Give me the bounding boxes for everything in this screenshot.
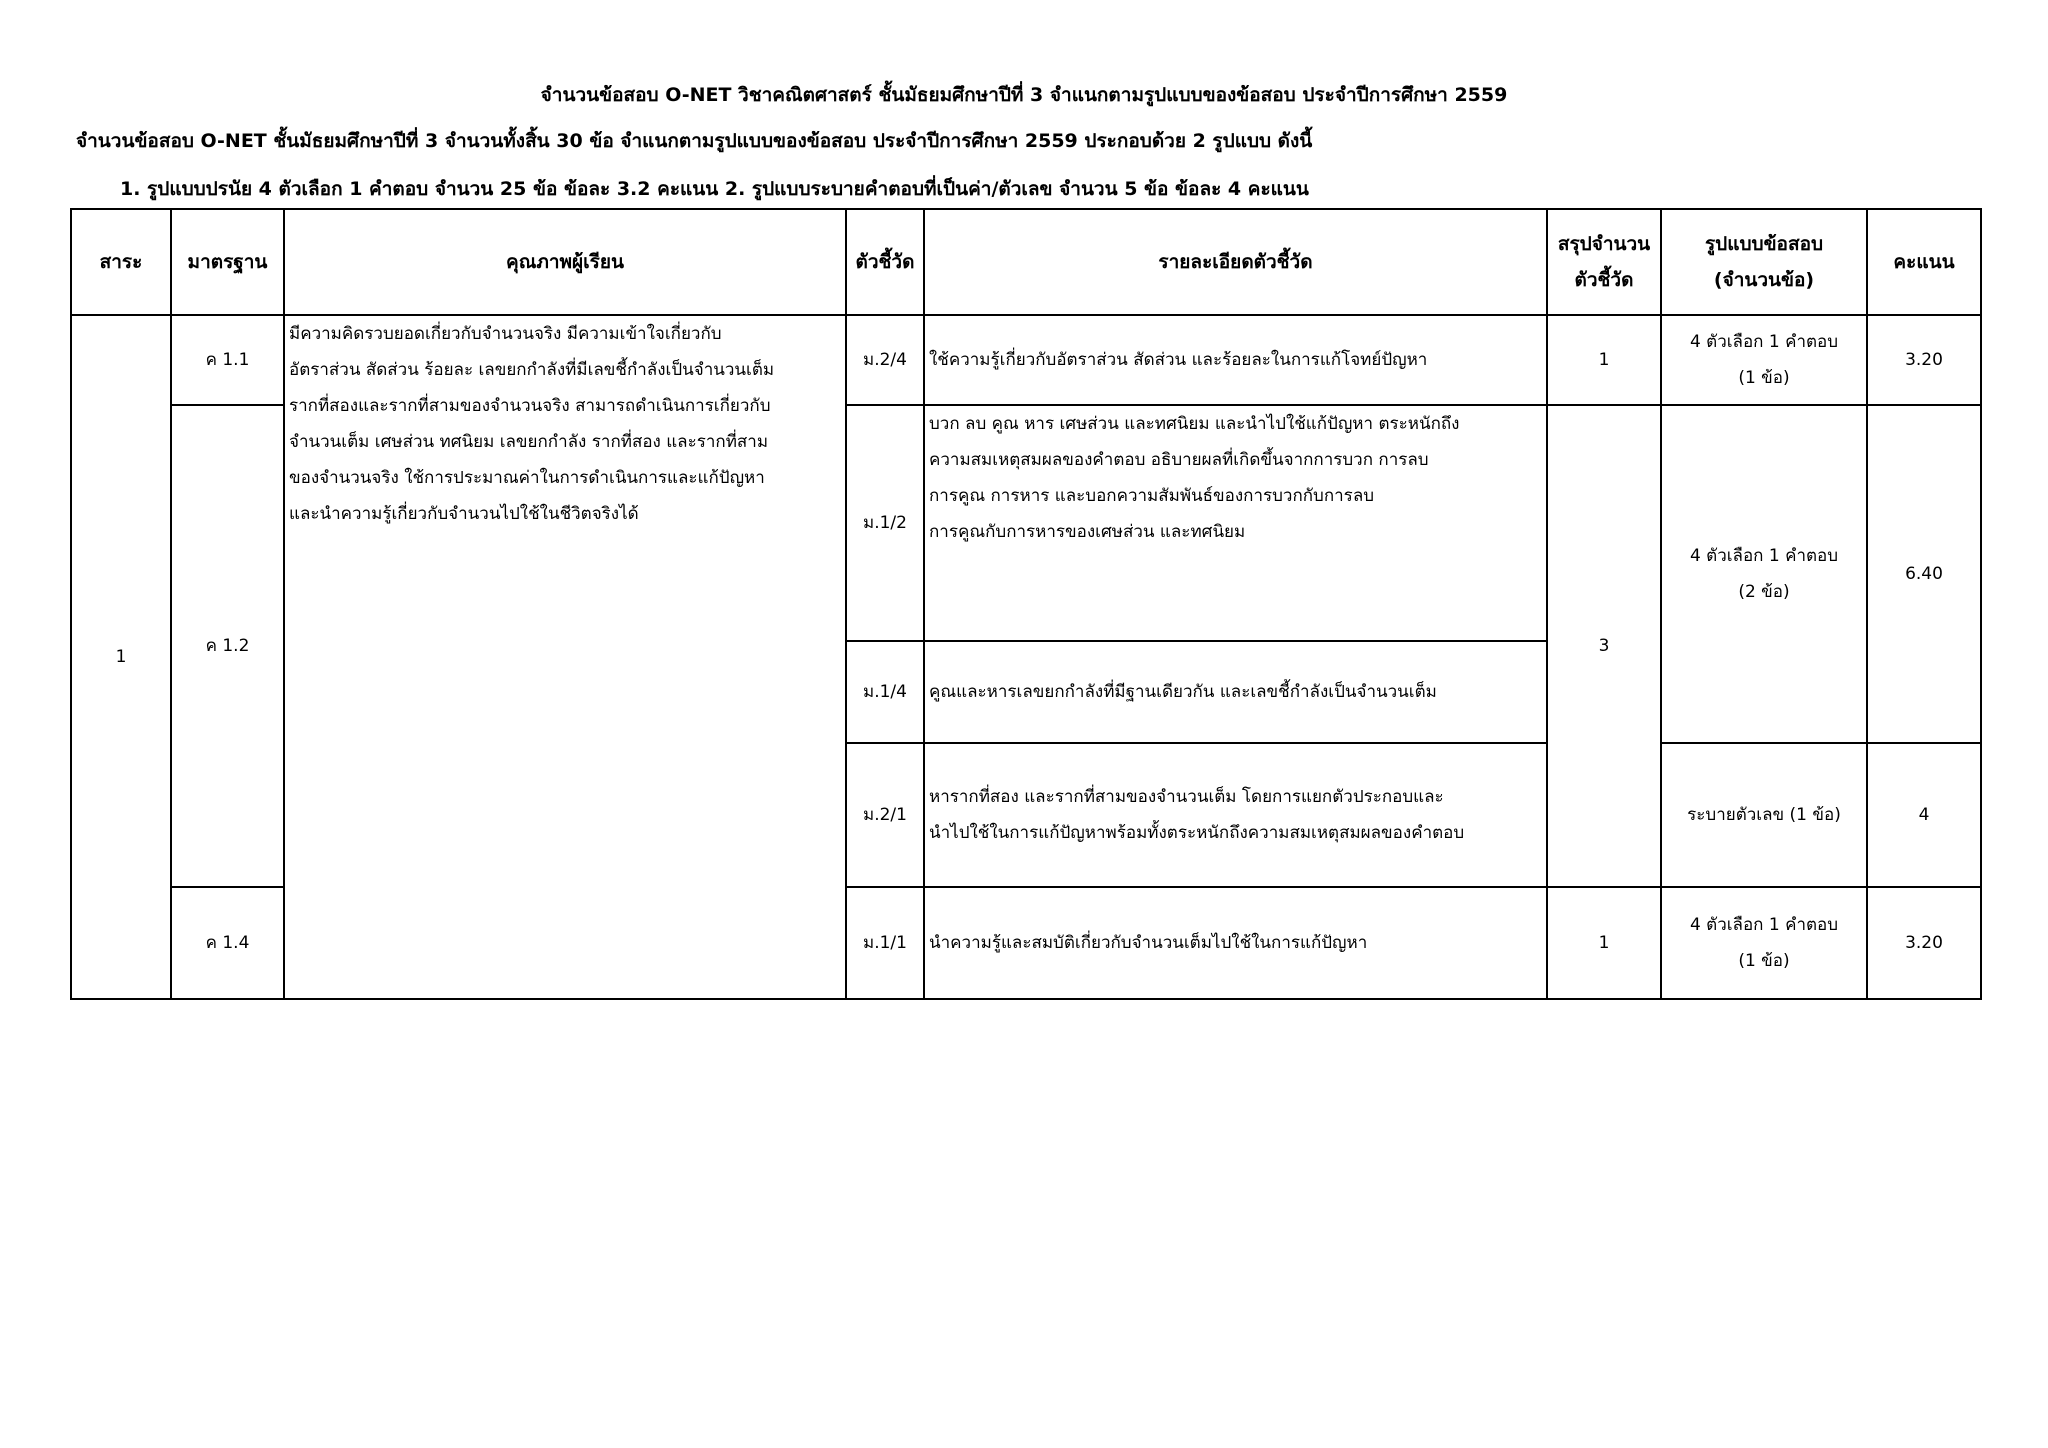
format-cell: 4 ตัวเลือก 1 คำตอบ (2 ข้อ) [1661,405,1867,743]
standard-cell: ค 1.2 [171,405,284,887]
summary-cell: 1 [1547,315,1661,405]
detail-cell: นำความรู้และสมบัติเกี่ยวกับจำนวนเต็มไปใช้ในการแก้ปัญหา [924,887,1547,999]
header-row [71,209,1981,315]
header-indicator: ตัวชี้วัด [846,209,924,315]
document-title: จำนวนข้อสอบ O-NET วิชาคณิตศาสตร์ ชั้นมัธยมศึกษาปีที่ 3 จำแนกตามรูปแบบของข้อสอบ ประจำปีการศึกษา 2559 [540,84,1508,106]
indicator-cell: ม.2/1 [846,743,924,887]
indicator-cell: ม.1/2 [846,405,924,641]
quality-cell: มีความคิดรวบยอดเกี่ยวกับจำนวนจริง มีความเข้าใจเกี่ยวกับ อัตราส่วน สัดส่วน ร้อยละ เลขยกกำลังที่มีเลขชี้กำลังเป็นจำนวนเต็ม รากที่สองและรากที่สามของจำนวนจริง สามารถดำเนินการเกี่ยวกับ จำนวนเต็ม เศษส่วน ทศนิยม เลขยกกำลัง รากที่สอง และรากที่สาม ของจำนวนจริง ใช้การประมาณค่าในการดำเนินการและแก้ปัญหา และนำความรู้เกี่ยวกับจำนวนไปใช้ในชีวิตจริงได้ [284,315,846,999]
detail-cell: บวก ลบ คูณ หาร เศษส่วน และทศนิยม และนำไปใช้แก้ปัญหา ตระหนักถึง ความสมเหตุสมผลของคำตอบ อธิบายผลที่เกิดขึ้นจากการบวก การลบ การคูณ การหาร และบอกความสัมพันธ์ของการบวกกับการลบ การคูณกับการหารของเศษส่วน และทศนิยม [924,405,1547,641]
sara-cell: 1 [71,315,171,999]
header-detail: รายละเอียดตัวชี้วัด [924,209,1547,315]
detail-cell: ใช้ความรู้เกี่ยวกับอัตราส่วน สัดส่วน และร้อยละในการแก้โจทย์ปัญหา [924,315,1547,405]
format-cell: 4 ตัวเลือก 1 คำตอบ (1 ข้อ) [1661,887,1867,999]
table-row [71,315,1981,405]
standard-cell: ค 1.1 [171,315,284,405]
score-cell: 6.40 [1867,405,1981,743]
document-subtitle: จำนวนข้อสอบ O-NET ชั้นมัธยมศึกษาปีที่ 3 จำนวนทั้งสิ้น 30 ข้อ จำแนกตามรูปแบบของข้อสอบ ประจำปีการศึกษา 2559 ประกอบด้วย 2 รูปแบบ ดังนี้ [76,130,1313,152]
exam-table [70,208,1982,1000]
detail-cell: หารากที่สอง และรากที่สามของจำนวนเต็ม โดยการแยกตัวประกอบและ นำไปใช้ในการแก้ปัญหาพร้อมทั้งตระหนักถึงความสมเหตุสมผลของคำตอบ [924,743,1547,887]
format-cell: ระบายตัวเลข (1 ข้อ) [1661,743,1867,887]
score-cell: 3.20 [1867,887,1981,999]
header-standard: มาตรฐาน [171,209,284,315]
summary-cell: 3 [1547,405,1661,887]
format-cell: 4 ตัวเลือก 1 คำตอบ (1 ข้อ) [1661,315,1867,405]
header-format: รูปแบบข้อสอบ (จำนวนข้อ) [1661,209,1867,315]
header-sara: สาระ [71,209,171,315]
header-score: คะแนน [1867,209,1981,315]
indicator-cell: ม.1/4 [846,641,924,743]
standard-cell: ค 1.4 [171,887,284,999]
indicator-cell: ม.2/4 [846,315,924,405]
formats-line: 1. รูปแบบปรนัย 4 ตัวเลือก 1 คำตอบ จำนวน 25 ข้อ ข้อละ 3.2 คะแนน 2. รูปแบบระบายคำตอบที่เป็นค่า/ตัวเลข จำนวน 5 ข้อ ข้อละ 4 คะแนน [120,178,1309,200]
detail-cell: คูณและหารเลขยกกำลังที่มีฐานเดียวกัน และเลขชี้กำลังเป็นจำนวนเต็ม [924,641,1547,743]
header-summary: สรุปจำนวน ตัวชี้วัด [1547,209,1661,315]
score-cell: 4 [1867,743,1981,887]
header-quality: คุณภาพผู้เรียน [284,209,846,315]
score-cell: 3.20 [1867,315,1981,405]
indicator-cell: ม.1/1 [846,887,924,999]
summary-cell: 1 [1547,887,1661,999]
